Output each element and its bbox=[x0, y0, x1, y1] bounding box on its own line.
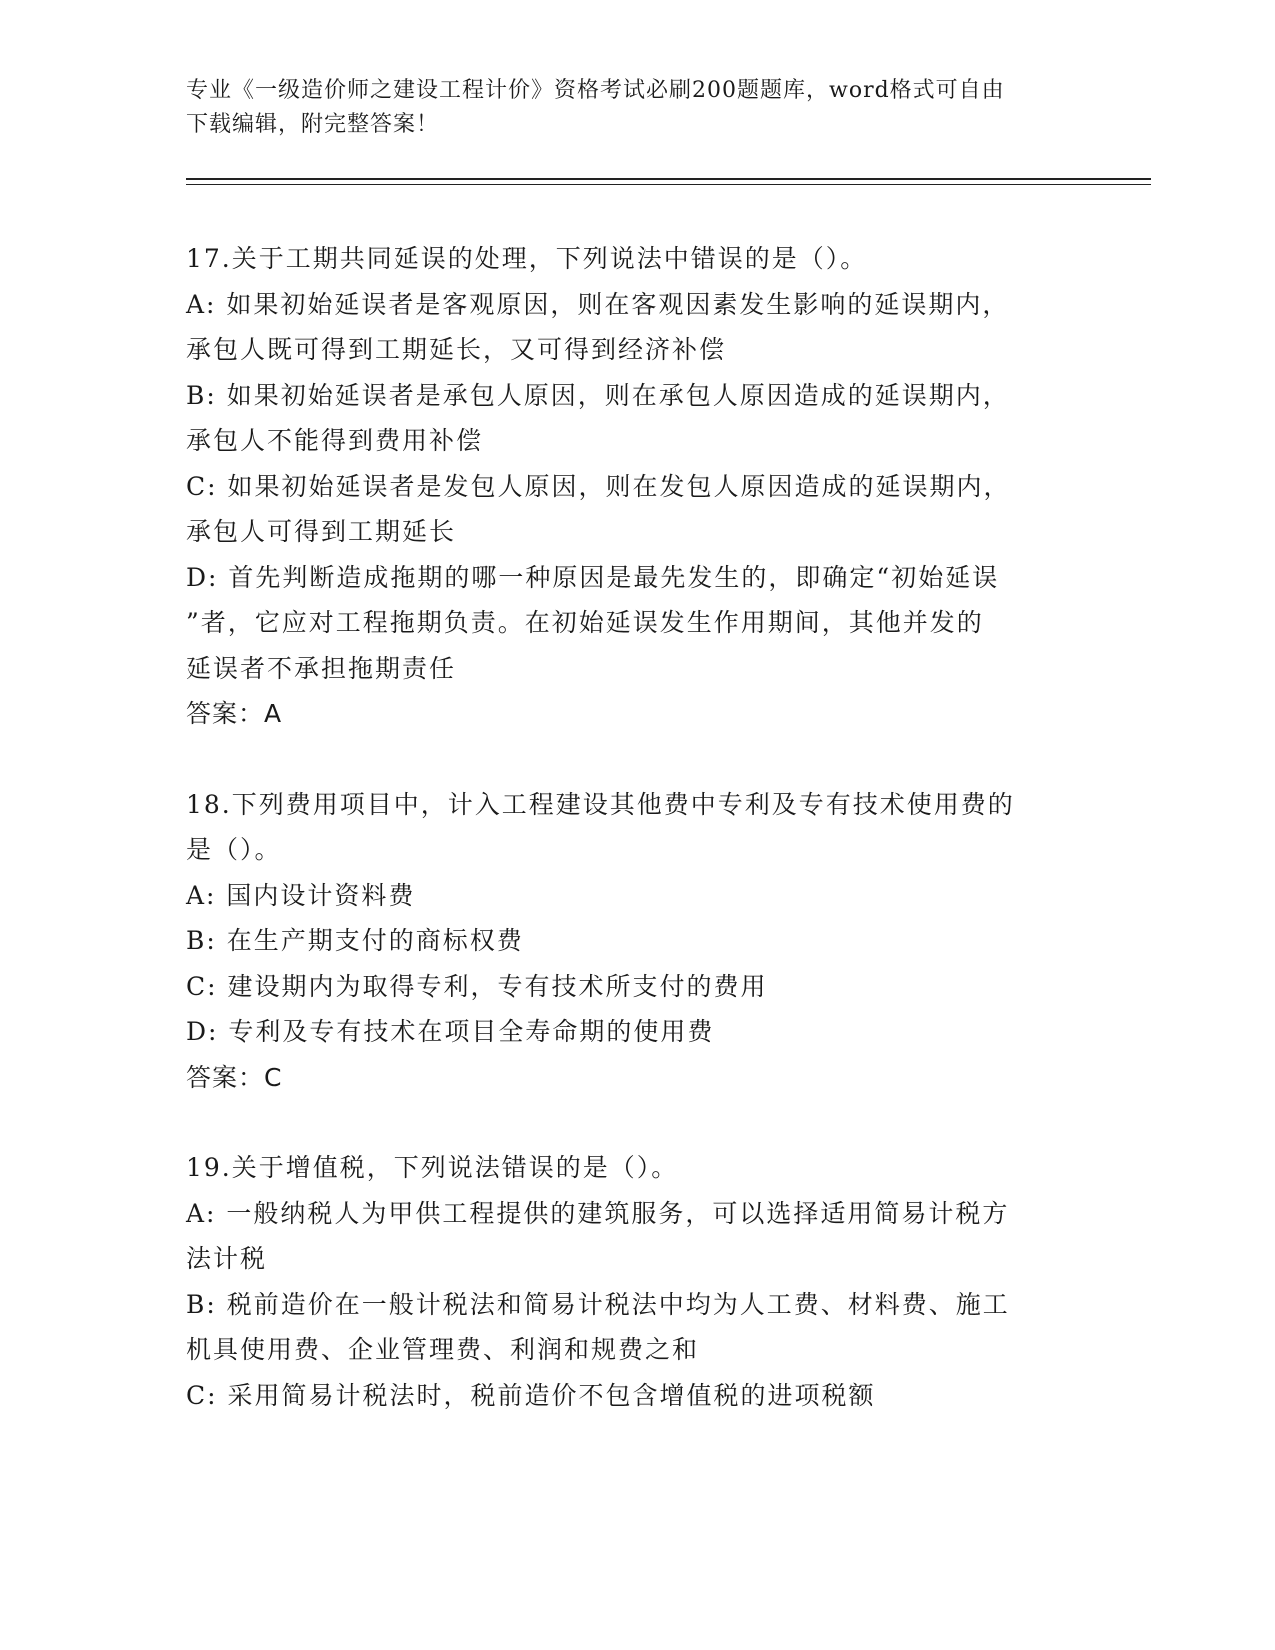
question-stem-line: 是（）。 bbox=[186, 835, 282, 864]
question-17 bbox=[186, 236, 1076, 737]
header-line-1: 专业《一级造价师之建设工程计价》资格考试必刷200题题库，word格式可自由 bbox=[186, 78, 1005, 103]
option-line: B: 如果初始延误者是承包人原因，则在承包人原因造成的延误期内， bbox=[186, 380, 1010, 410]
option-line: A: 如果初始延误者是客观原因，则在客观因素发生影响的延误期内， bbox=[186, 289, 1010, 319]
answer-label: 答案：A bbox=[186, 699, 283, 728]
header-divider-thin bbox=[186, 184, 1151, 185]
question-stem-line: 17.关于工期共同延误的处理，下列说法中错误的是（）。 bbox=[186, 244, 868, 273]
option-c bbox=[186, 1373, 1076, 1419]
option-b bbox=[186, 373, 1076, 464]
answer-label: 答案：C bbox=[186, 1062, 283, 1092]
header-line-2: 下载编辑，附完整答案！ bbox=[186, 112, 440, 137]
option-line: 机具使用费、企业管理费、利润和规费之和 bbox=[186, 1335, 700, 1364]
question-stem-line: 18.下列费用项目中，计入工程建设其他费中专利及专有技术使用费的 bbox=[186, 789, 1015, 819]
option-line: 承包人可得到工期延长 bbox=[186, 517, 457, 546]
option-line: B: 税前造价在一般计税法和简易计税法中均为人工费、材料费、施工 bbox=[186, 1289, 1010, 1319]
option-line: A: 一般纳税人为甲供工程提供的建筑服务，可以选择适用简易计税方 bbox=[186, 1198, 1010, 1228]
option-b bbox=[186, 918, 1076, 964]
option-c bbox=[186, 964, 1076, 1010]
question-18 bbox=[186, 782, 1076, 1101]
document-header bbox=[186, 74, 1066, 142]
question-list bbox=[186, 236, 1076, 1463]
option-line: 延误者不承担拖期责任 bbox=[186, 653, 457, 683]
option-d bbox=[186, 1009, 1076, 1055]
option-line: A: 国内设计资料费 bbox=[186, 880, 416, 910]
option-line: 法计税 bbox=[186, 1244, 268, 1273]
question-19 bbox=[186, 1145, 1076, 1418]
option-line: ”者，它应对工程拖期负责。在初始延误发生作用期间，其他并发的 bbox=[186, 608, 984, 637]
option-a bbox=[186, 1191, 1076, 1282]
option-a bbox=[186, 873, 1076, 919]
option-line: B: 在生产期支付的商标权费 bbox=[186, 926, 524, 955]
question-stem-line: 19.关于增值税，下列说法错误的是（）。 bbox=[186, 1153, 679, 1182]
option-line: D: 专利及专有技术在项目全寿命期的使用费 bbox=[186, 1017, 715, 1046]
option-line: 承包人既可得到工期延长，又可得到经济补偿 bbox=[186, 335, 727, 364]
option-b bbox=[186, 1282, 1076, 1373]
option-line: 承包人不能得到费用补偿 bbox=[186, 426, 484, 455]
option-c bbox=[186, 464, 1076, 555]
option-a bbox=[186, 282, 1076, 373]
header-divider-thick bbox=[186, 178, 1151, 180]
option-line: C: 建设期内为取得专利，专有技术所支付的费用 bbox=[186, 971, 768, 1001]
option-line: C: 如果初始延误者是发包人原因，则在发包人原因造成的延误期内， bbox=[186, 471, 1011, 501]
option-line: D: 首先判断造成拖期的哪一种原因是最先发生的，即确定“初始延误 bbox=[186, 562, 1000, 592]
option-d bbox=[186, 555, 1076, 692]
option-line: C: 采用简易计税法时，税前造价不包含增值税的进项税额 bbox=[186, 1380, 876, 1410]
